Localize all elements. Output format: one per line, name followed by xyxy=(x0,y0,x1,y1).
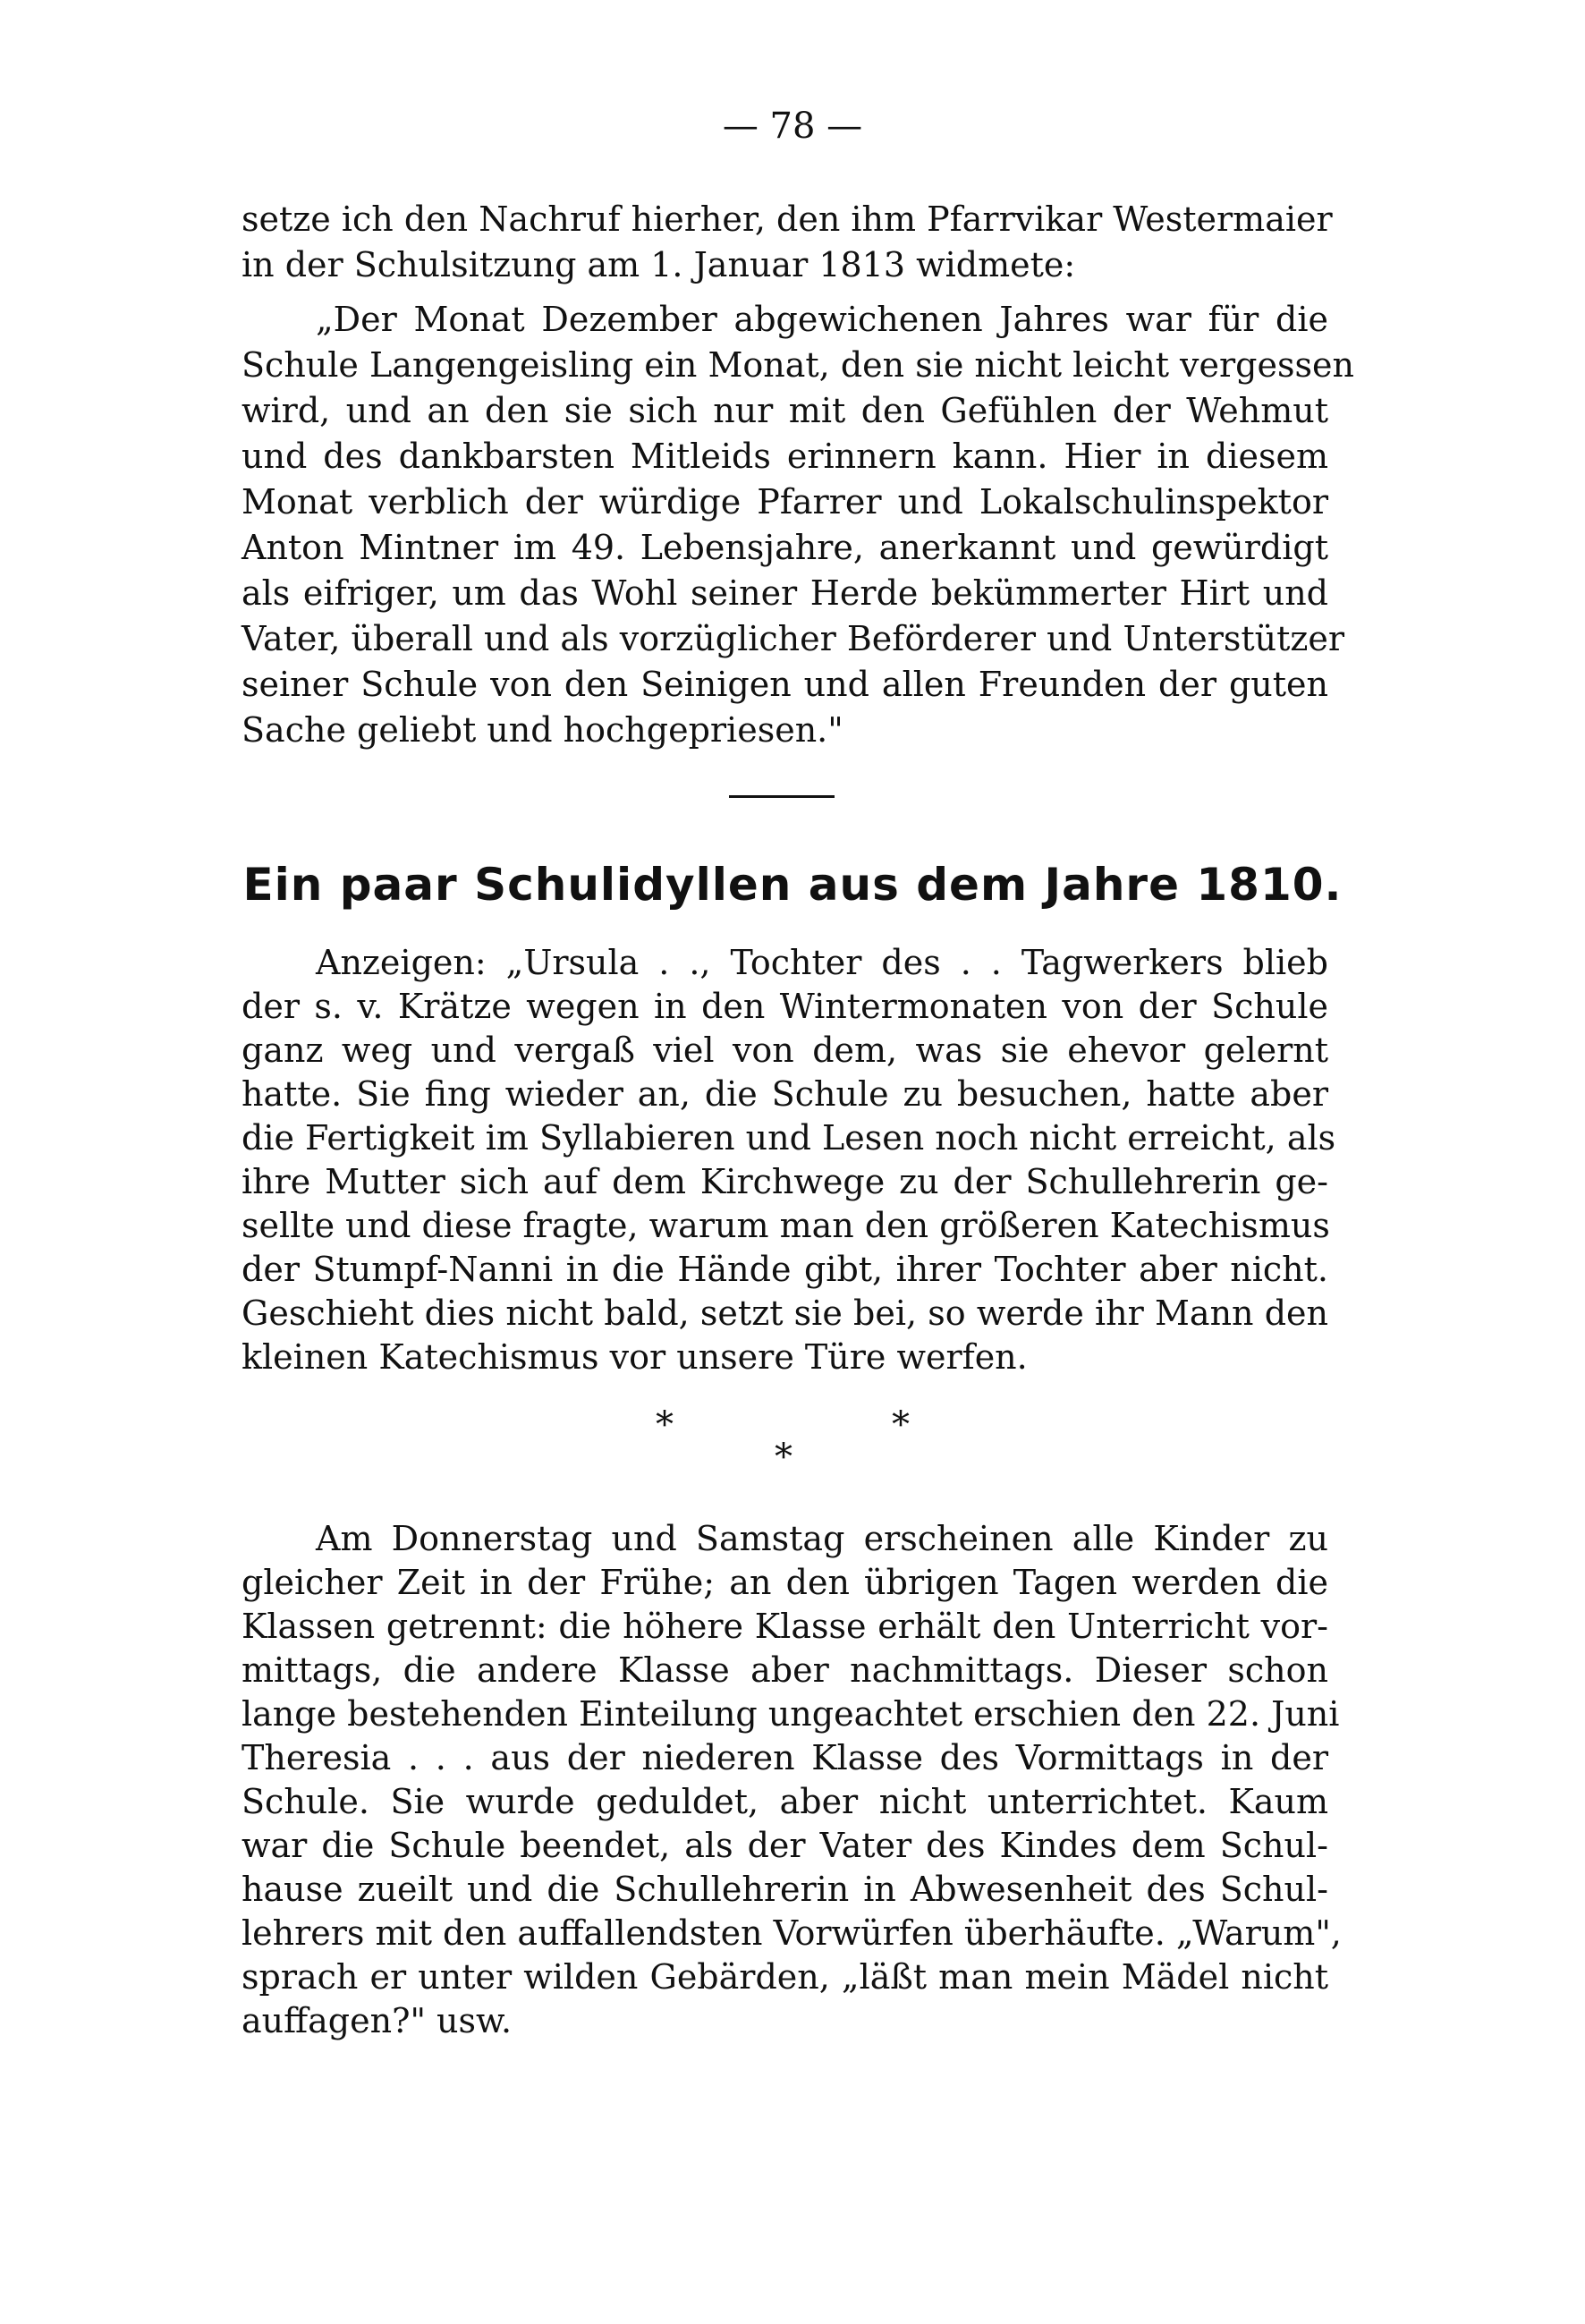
text-line: Monat verblich der würdige Pfarrer und Lokalschulinspektor xyxy=(242,482,1328,522)
text-line: mittags, die andere Klasse aber nachmittags. Dieser schon xyxy=(242,1650,1328,1690)
text-line: der s. v. Krätze wegen in den Wintermonaten von der Schule xyxy=(242,987,1328,1026)
text-line: auffagen?" usw. xyxy=(242,2001,513,2040)
report-paragraph xyxy=(242,941,1336,1379)
text-line: Am Donnerstag und Samstag erscheinen alle Kinder zu xyxy=(316,1519,1328,1558)
asterism-star: * xyxy=(656,1404,674,1446)
text-line: setze ich den Nachruf hierher, den ihm Pfarrvikar Westermaier xyxy=(242,199,1333,239)
text-line: der Stumpf-Nanni in die Hände gibt, ihrer Tochter aber nicht. xyxy=(242,1250,1328,1289)
page-number: — 78 — xyxy=(722,106,863,147)
text-line: gleicher Zeit in der Frühe; an den übrigen Tagen werden die xyxy=(242,1563,1328,1602)
text-line: lange bestehenden Einteilung ungeachtet erschien den 22. Juni xyxy=(242,1694,1340,1734)
text-line: in der Schulsitzung am 1. Januar 1813 widmete: xyxy=(242,245,1076,284)
text-line: ihre Mutter sich auf dem Kirchwege zu der Schullehrerin ge- xyxy=(242,1162,1328,1201)
text-line: Schule. Sie wurde geduldet, aber nicht unterrichtet. Kaum xyxy=(242,1782,1328,1821)
text-line: Schule Langengeisling ein Monat, den sie nicht leicht vergessen xyxy=(242,345,1354,385)
text-line: hatte. Sie fing wieder an, die Schule zu besuchen, hatte aber xyxy=(242,1074,1328,1114)
text-line: Sache geliebt und hochgepriesen." xyxy=(242,710,843,750)
text-line: als eifriger, um das Wohl seiner Herde bekümmerter Hirt und xyxy=(242,573,1328,613)
text-line: war die Schule beendet, als der Vater des Kindes dem Schul- xyxy=(242,1826,1328,1865)
text-line: sellte und diese fragte, warum man den größeren Katechismus xyxy=(242,1206,1330,1245)
asterism-star: * xyxy=(775,1437,792,1478)
text-line: Geschieht dies nicht bald, setzt sie bei, so werde ihr Mann den xyxy=(242,1293,1328,1333)
section-heading: Ein paar Schulidyllen aus dem Jahre 1810. xyxy=(242,859,1343,911)
text-line: lehrers mit den auffallendsten Vorwürfen überhäufte. „Warum", xyxy=(242,1913,1342,1953)
text-line: kleinen Katechismus vor unsere Türe werfen. xyxy=(242,1337,1028,1377)
section-divider xyxy=(729,795,835,798)
text-line: und des dankbarsten Mitleids erinnern kann. Hier in diesem xyxy=(242,437,1328,476)
asterism-star: * xyxy=(892,1404,910,1446)
text-line: ganz weg und vergaß viel von dem, was sie ehevor gelernt xyxy=(242,1031,1328,1070)
text-line: Theresia . . . aus der niederen Klasse des Vormittags in der xyxy=(242,1738,1328,1777)
text-line: Anzeigen: „Ursula . ., Tochter des . . Tagwerkers blieb xyxy=(316,943,1328,982)
text-line: hause zueilt und die Schullehrerin in Abwesenheit des Schul- xyxy=(242,1870,1328,1909)
text-line: Klassen getrennt: die höhere Klasse erhält den Unterricht vor- xyxy=(242,1607,1328,1646)
intro-paragraph xyxy=(242,197,1333,288)
text-line: „Der Monat Dezember abgewichenen Jahres war für die xyxy=(316,300,1328,339)
text-line: die Fertigkeit im Syllabieren und Lesen noch nicht erreicht, als xyxy=(242,1118,1336,1158)
anecdote-paragraph xyxy=(242,1517,1342,2043)
obituary-quote xyxy=(242,297,1354,753)
text-line: seiner Schule von den Seinigen und allen Freunden der guten xyxy=(242,665,1328,704)
text-line: wird, und an den sie sich nur mit den Gefühlen der Wehmut xyxy=(242,391,1328,430)
text-line: Vater, überall und als vorzüglicher Beförderer und Unterstützer xyxy=(242,619,1345,658)
text-line: sprach er unter wilden Gebärden, „läßt man mein Mädel nicht xyxy=(242,1957,1328,1997)
text-line: Anton Mintner im 49. Lebensjahre, anerkannt und gewürdigt xyxy=(242,528,1328,567)
